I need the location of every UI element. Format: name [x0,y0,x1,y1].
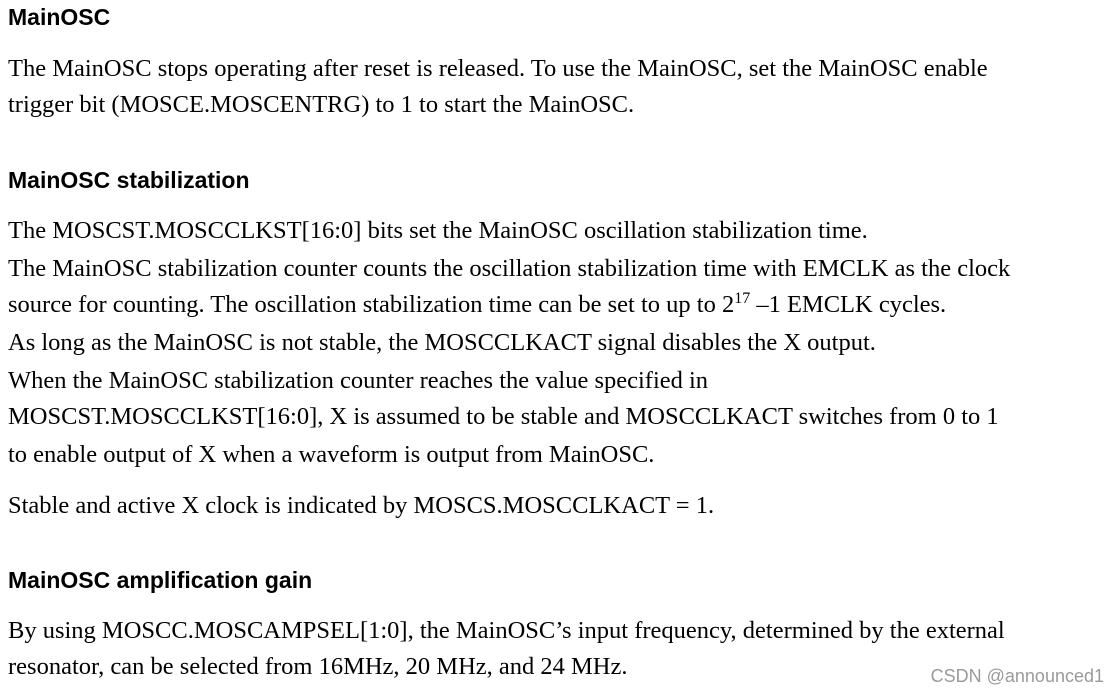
section-heading-stabilization: MainOSC stabilization [8,167,250,193]
paragraph-line: MOSCST.MOSCCLKST[16:0], X is assumed to be stable and MOSCCLKACT switches from 0 to 1 [8,403,999,430]
paragraph-line: to enable output of X when a waveform is output from MainOSC. [8,441,655,468]
paragraph-line: The MainOSC stops operating after reset is released. To use the MainOSC, set the MainOSC enable [8,55,988,82]
text-before-exponent: source for counting. The oscillation stabilization time can be set to up to 2 [8,291,735,318]
paragraph-line: resonator, can be selected from 16MHz, 20 MHz, and 24 MHz. [8,653,628,680]
section-heading-mainosc: MainOSC [8,4,111,30]
paragraph-line-with-superscript [8,290,946,320]
text-after-exponent: –1 EMCLK cycles. [750,291,947,318]
watermark: CSDN @announced1 [930,666,1104,686]
paragraph-line: The MOSCST.MOSCCLKST[16:0] bits set the MainOSC oscillation stabilization time. [8,217,868,244]
paragraph-line: As long as the MainOSC is not stable, the MOSCCLKACT signal disables the X output. [8,329,876,356]
section-heading-amplification-gain: MainOSC amplification gain [8,567,313,593]
paragraph-line: trigger bit (MOSCE.MOSCENTRG) to 1 to start the MainOSC. [8,91,635,118]
exponent: 17 [734,290,751,307]
paragraph-line: Stable and active X clock is indicated by MOSCS.MOSCCLKACT = 1. [8,492,715,519]
paragraph-line: The MainOSC stabilization counter counts the oscillation stabilization time with EMCLK as the clock [8,255,1011,282]
paragraph-line: By using MOSCC.MOSCAMPSEL[1:0], the MainOSC’s input frequency, determined by the external [8,617,1005,644]
paragraph-line: When the MainOSC stabilization counter reaches the value specified in [8,367,709,394]
